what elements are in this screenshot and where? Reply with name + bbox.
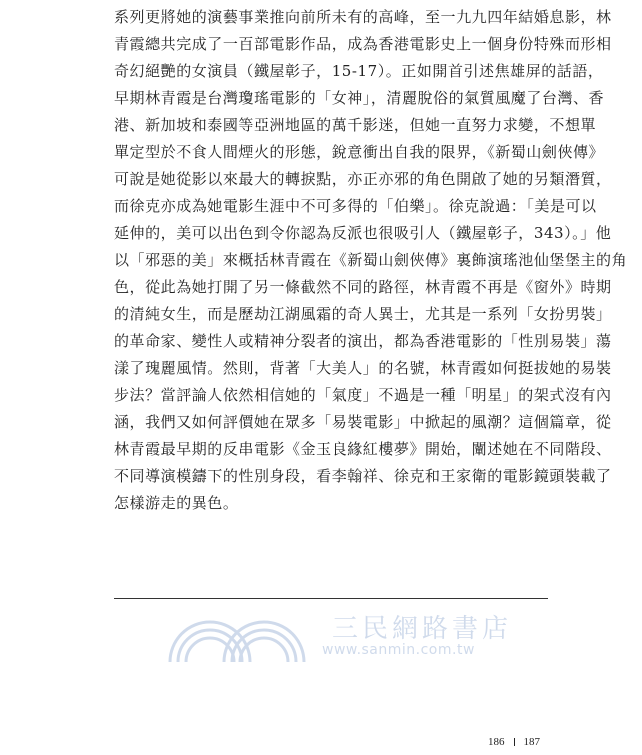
body-text-line: 港、新加坡和泰國等亞洲地區的萬千影迷，但她一直努力求變，不想單 bbox=[114, 116, 597, 134]
footnote-divider bbox=[114, 598, 548, 599]
watermark-store-name: 三民網路書店 bbox=[332, 614, 513, 644]
body-text-line: 奇幻絕艷的女演員（鐵屋彰子，15-17）。正如開首引述焦雄屏的話語， bbox=[114, 62, 604, 80]
body-text-line: 而徐克亦成為她電影生涯中不可多得的「伯樂」。徐克說過：「美是可以 bbox=[114, 197, 597, 215]
body-text-line: 色，從此為她打開了另一條截然不同的路徑，林青霞不再是《窗外》時期 bbox=[114, 278, 612, 296]
watermark-url: www.sanmin.com.tw bbox=[322, 642, 475, 658]
page-number-separator bbox=[514, 738, 515, 746]
body-text-line: 單定型於不食人間煙火的形態，銳意衝出自我的限界，《新蜀山劍俠傳》 bbox=[114, 143, 605, 161]
body-text-line: 早期林青霞是台灣瓊瑤電影的「女神」，清麗脫俗的氣質風魔了台灣、香 bbox=[114, 89, 605, 107]
body-text-line: 漾了瑰麗風情。然則，背著「大美人」的名號，林青霞如何挺拔她的易裝 bbox=[114, 359, 612, 377]
body-text-line: 步法？當評論人依然相信她的「氣度」不過是一種「明星」的架式沒有內 bbox=[114, 386, 612, 404]
body-text-line: 延伸的，美可以出色到令你認為反派也很吸引人（鐵屋彰子，343）。」他 bbox=[114, 224, 612, 242]
body-text-line: 涵，我們又如何評價她在眾多「易裝電影」中掀起的風潮？這個篇章，從 bbox=[114, 413, 612, 431]
body-text-line: 的革命家、變性人或精神分裂者的演出，都為香港電影的「性別易裝」蕩 bbox=[114, 332, 612, 350]
body-text-line: 可說是她從影以來最大的轉捩點，亦正亦邪的角色開啟了她的另類潛質， bbox=[114, 170, 612, 188]
body-text-line: 青霞總共完成了一百部電影作品，成為香港電影史上一個身份特殊而形相 bbox=[114, 35, 612, 53]
body-text-line: 以「邪惡的美」來概括林青霞在《新蜀山劍俠傳》裏飾演瑤池仙堡堡主的角 bbox=[114, 251, 628, 269]
body-text-line: 的清純女生，而是歷劫江湖風霜的奇人異士，尤其是一系列「女扮男裝」 bbox=[114, 305, 612, 323]
body-text-line: 林青霞最早期的反串電影《金玉良緣紅樓夢》開始，闡述她在不同階段、 bbox=[114, 440, 612, 458]
page-number-left: 186 bbox=[488, 736, 505, 748]
page-number-right: 187 bbox=[523, 736, 540, 748]
body-text-line: 不同導演模鑄下的性別身段，看李翰祥、徐克和王家衛的電影鏡頭裝載了 bbox=[114, 467, 612, 485]
body-text-line: 怎樣游走的異色。 bbox=[114, 494, 239, 512]
body-paragraph bbox=[114, 4, 628, 517]
publisher-watermark bbox=[162, 606, 513, 662]
page-numbers bbox=[488, 736, 568, 750]
body-text-line: 系列更將她的演藝事業推向前所未有的高峰，至一九九四年結婚息影，林 bbox=[114, 8, 612, 26]
watermark-logo-arcs bbox=[162, 606, 312, 662]
